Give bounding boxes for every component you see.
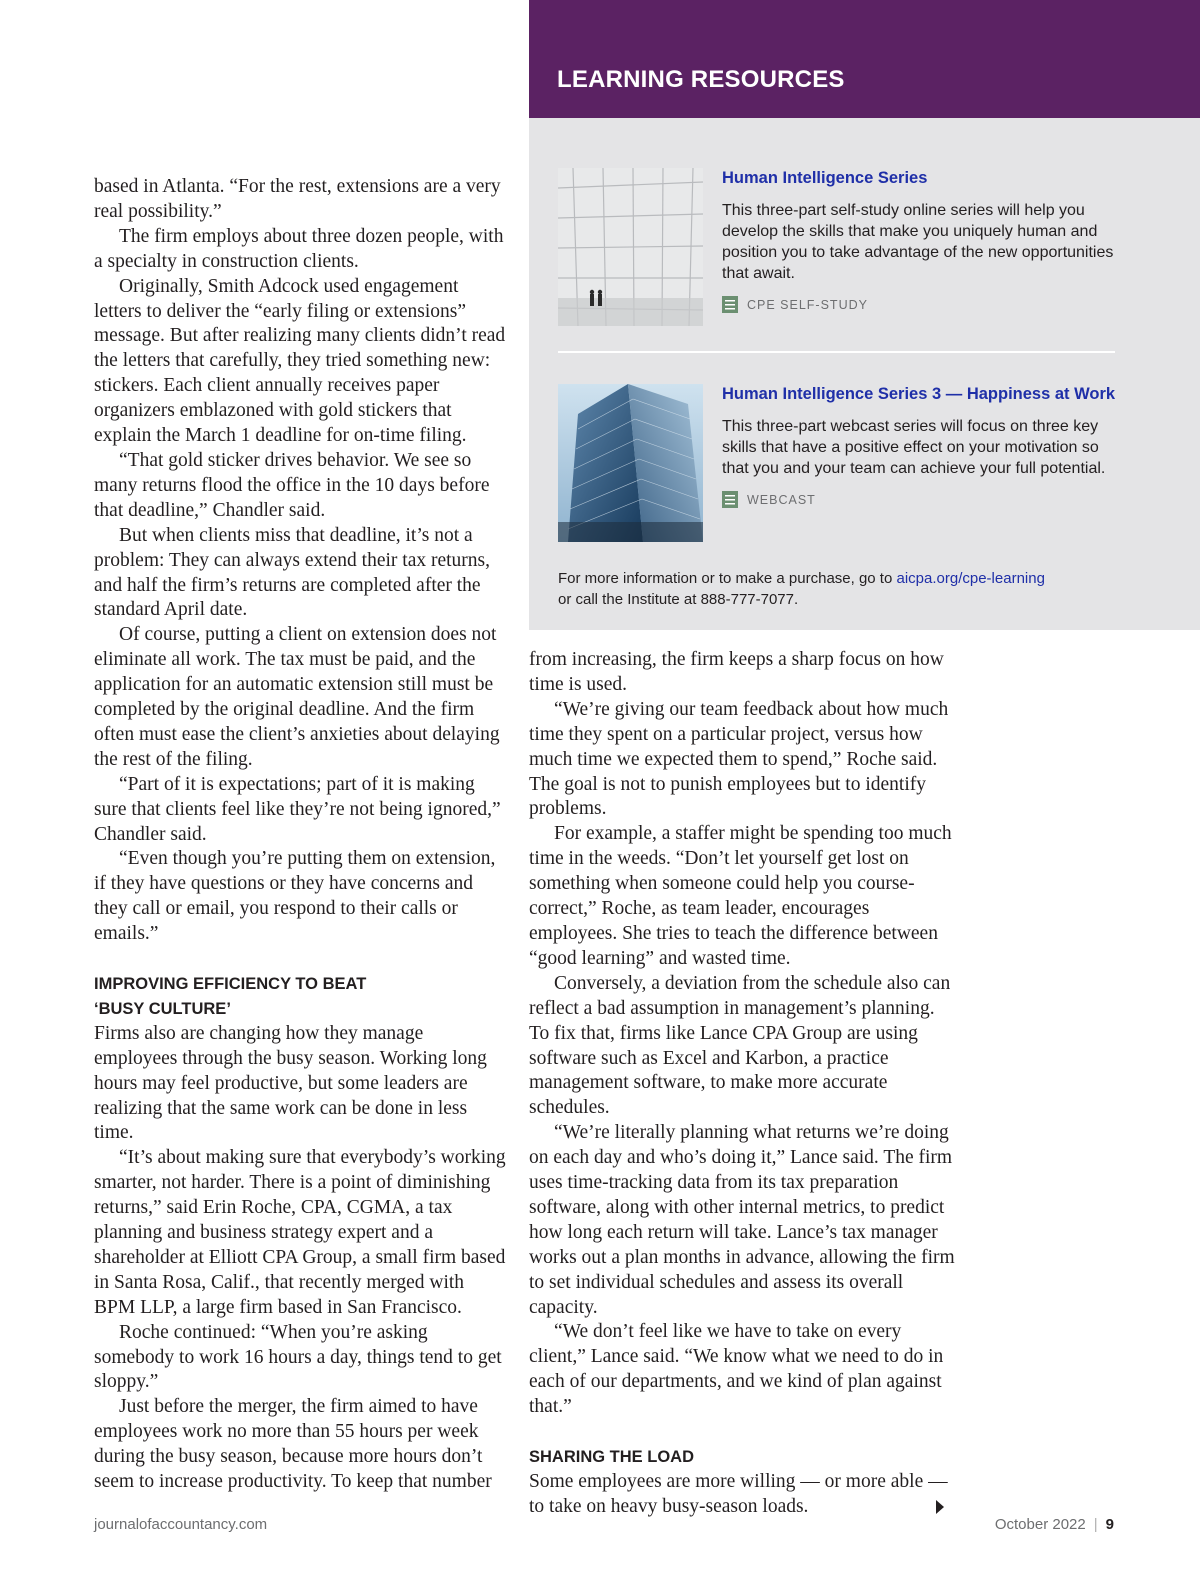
resource-type — [722, 296, 1117, 313]
cpe-learning-link[interactable]: aicpa.org/cpe-learning — [896, 570, 1045, 587]
footer-page-info — [995, 1516, 1114, 1533]
document-icon — [722, 296, 738, 313]
paragraph: “We don’t feel like we have to take on every client,” Lance said. “We know what we need to do in each of our departments, and we kind of plan against that.” — [529, 1321, 944, 1418]
resource-type-label: WEBCAST — [747, 492, 816, 507]
paragraph: Of course, putting a client on extension does not eliminate all work. The tax must be paid, and the application for an automatic extension still must be completed by the original deadline. And the firm often must ease the client’s anxieties about delaying the rest of the filing. — [94, 624, 500, 770]
paragraph-end — [529, 1470, 957, 1520]
sidebar-header — [529, 0, 1200, 118]
article-column-2 — [529, 648, 957, 1520]
paragraph: “That gold sticker drives behavior. We see so many returns flood the office in the 10 days before that deadline,” Chandler said. — [94, 449, 490, 521]
paragraph: Just before the merger, the firm aimed to have employees work no more than 55 hours per week during the busy season, because more hours don’t seem to increase productivity. To keep that number — [94, 1396, 492, 1493]
resource-title[interactable]: Human Intelligence Series 3 — Happiness at Work — [722, 385, 1116, 403]
paragraph: For example, a staffer might be spending too much time in the weeds. “Don’t let yourself get lost on something when someone could help you course-correct,” Roche, as team leader, encourages employees. She tries to teach the difference between “good learning” and wasted time. — [529, 823, 952, 969]
paragraph-text: Some employees are more willing — or more able — to take on heavy busy-season loads. — [529, 1470, 948, 1517]
more-info-prefix: For more information or to make a purchase, go to — [558, 570, 893, 587]
paragraph: based in Atlanta. “For the rest, extensions are a very real possibility.” — [94, 176, 501, 222]
paragraph: “We’re giving our team feedback about how much time they spent on a particular project, versus how much time we expected them to spend,” Roche said. The goal is not to punish employees but to identify problems. — [529, 698, 949, 820]
resource-description: This three-part self-study online series will help you develop the skills that make you uniquely human and position you to take advantage of the new opportunities that await. — [722, 202, 1114, 282]
more-info-suffix: or call the Institute at 888-777-7077. — [558, 591, 799, 608]
document-icon — [722, 491, 738, 508]
continue-arrow-icon — [936, 1500, 944, 1514]
paragraph: Conversely, a deviation from the schedule also can reflect a bad assumption in management’s planning. To fix that, firms like Lance CPA Group are using software such as Excel and Karbon, a practice management software, to make more accurate schedules. — [529, 972, 951, 1119]
resource-title[interactable]: Human Intelligence Series — [722, 169, 928, 187]
paragraph: Firms also are changing how they manage employees through the busy season. Working long hours may feel productive, but some leaders are realizing that the same work can be done in less time. — [94, 1022, 487, 1144]
section-heading-line: ‘BUSY CULTURE’ — [94, 999, 231, 1018]
paragraph: “Part of it is expectations; part of it is making sure that clients feel like they’re not being ignored,” Chandler said. — [94, 773, 501, 845]
paragraph: The firm employs about three dozen people, with a specialty in construction clients. — [94, 225, 504, 272]
learning-resources-panel — [529, 118, 1200, 630]
more-info-text — [558, 568, 1158, 610]
resource-type-label: CPE SELF-STUDY — [747, 297, 868, 312]
page-number: 9 — [1105, 1516, 1114, 1533]
footer-separator: | — [1093, 1516, 1098, 1533]
section-heading-line: IMPROVING EFFICIENCY TO BEAT — [94, 974, 367, 993]
resource-thumbnail-building-wall[interactable] — [558, 168, 703, 326]
article-column-1 — [94, 175, 508, 1495]
paragraph: “Even though you’re putting them on extension, if they have questions or they have concerns and they call or email, you respond to their calls or emails.” — [94, 848, 496, 945]
paragraph: But when clients miss that deadline, it’s not a problem: They can always extend their tax returns, and half the firm’s returns are completed after the standard April date. — [94, 524, 491, 621]
paragraph: from increasing, the firm keeps a sharp focus on how time is used. — [529, 649, 944, 695]
paragraph: “It’s about making sure that everybody’s working smarter, not harder. There is a point of diminishing returns,” said Erin Roche, CPA, CGMA, a tax planning and business strategy expert and a shareholder at Elliott CPA Group, a small firm based in Santa Rosa, Calif., that recently merged with BPM LLP, a large firm based in San Francisco. — [94, 1147, 506, 1318]
paragraph: “We’re literally planning what returns we’re doing on each day and who’s doing it,” Lance said. The firm uses time-tracking data from its tax preparation software, along with other internal metrics, to predict how long each return will take. Lance’s tax manager works out a plan months in advance, allowing the firm to set individual schedules and assess its overall capacity. — [529, 1122, 955, 1318]
section-heading: SHARING THE LOAD — [529, 1447, 694, 1466]
resource-thumbnail-skyscraper[interactable] — [558, 384, 703, 542]
footer-site[interactable]: journalofaccountancy.com — [94, 1516, 268, 1533]
sidebar-title: LEARNING RESOURCES — [557, 66, 845, 93]
resource-divider — [558, 351, 1115, 353]
paragraph: Originally, Smith Adcock used engagement letters to deliver the “early filing or extensions” message. But after realizing many clients didn’t read the letters that carefully, they tried something new: stickers. Each client annually receives paper organizers emblazoned with gold stickers that explain the March 1 deadline for on-time filing. — [94, 275, 506, 447]
footer-date: October 2022 — [994, 1516, 1086, 1533]
resource-description: This three-part webcast series will focus on three key skills that have a positive effect on your motivation so that you and your team can achieve your full potential. — [722, 418, 1106, 477]
section-heading — [94, 972, 508, 1022]
paragraph: Roche continued: “When you’re asking somebody to work 16 hours a day, things tend to get sloppy.” — [94, 1321, 502, 1393]
resource-type — [722, 491, 1117, 508]
